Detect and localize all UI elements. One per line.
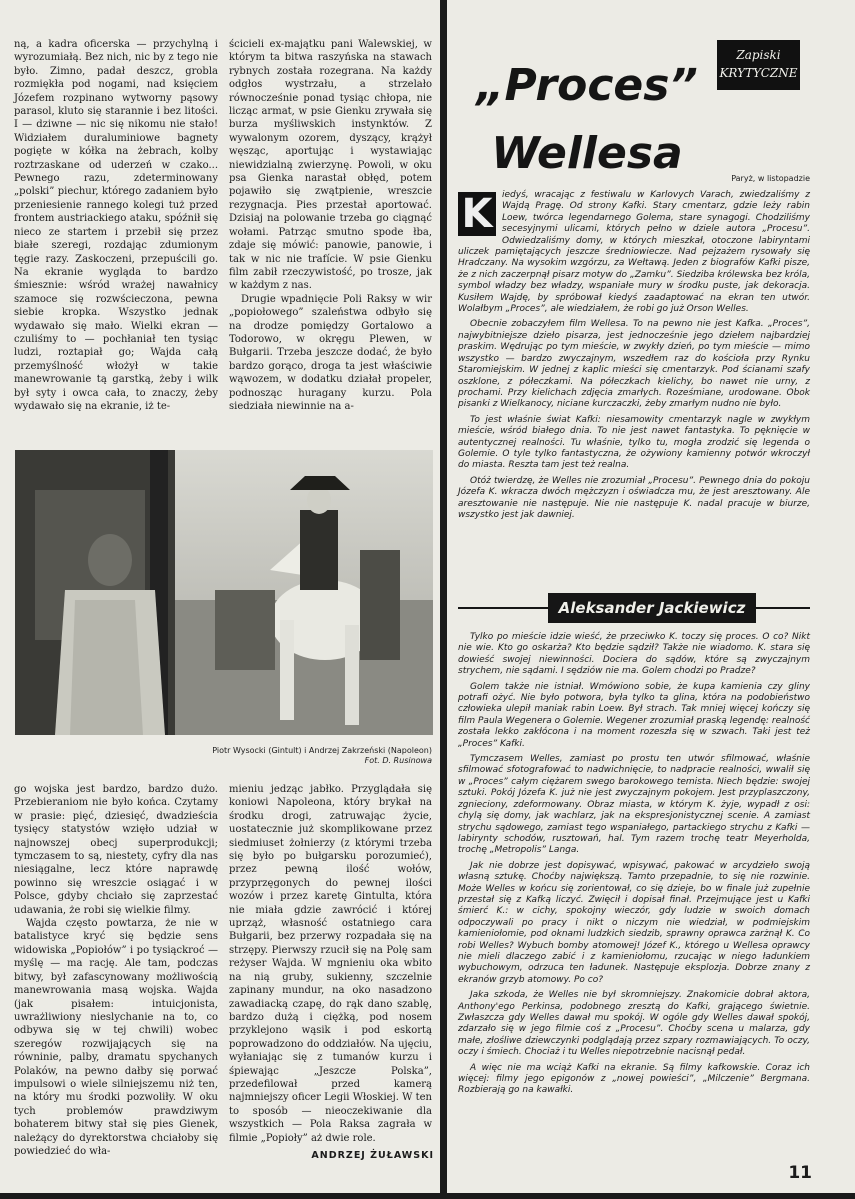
paragraph: Drugie wpadnięcie Poli Raksy w wir „popiołowego” szaleństwa odbyło się na drodze pomiędzy Gortalowo a Todorowo, w okręgu Plewen, w Bułgarii. Trzeba jeszcze dodać, że było bardzo gorąco, droga ta jest właściwie wąwozem, w dodatku działał propeler, podnosząc huragany kurzu. Pola siedziała niewinnie na a- [229,293,432,412]
drop-cap: K [458,192,496,236]
article-body-bottom [458,632,810,1101]
headline-line: Wellesa [491,128,683,179]
paragraph: To jest właśnie świat Kafki: niesamowity cmentarzyk nagle w zwykłym mieście, wśród białego dnia. To nie jest nawet fantastyka. To pęknięcie w autentycznej realności. Tu właśnie, tylko tu, mogła zrodzić się legenda o Golemie. O tyle tylko fantastyczna, że ożywiony kamienny potwór wkroczył do miasta. Reszta tam jest też realna. [458,414,810,471]
author-banner: Aleksander Jackiewicz [548,593,756,623]
left-bottom-column-2 [229,783,432,1145]
article-headline [462,52,712,188]
paragraph: Wajda często powtarza, że nie w batalistyce kryć się będzie sens widowiska „Popiołów” i po tysiąckroć — myślę — ma rację. Ale tam, podczas bitwy, był zafascynowany możliwością manewrowania masą wojska. Wajda (jak pisałem: intuicjonista, uwrażliwiony nieslychanie na to, co odbywa się w tej chwili) wobec szeregów rozwijających się na równinie, palby, dramatu spychanych Polaków, na pewno dałby się porwać impulsowi o wiele silniejszemu niż ten, na który mu środki pozwoliły. W oku tych problemów prawdziwym bohaterem bitwy stał się pies Gienek, należący do dyrektorstwa chciałoby się powiedzieć do wła- [14,918,218,1157]
section-badge [717,40,800,90]
paragraph: Jak nie dobrze jest dopisywać, wpisywać, pakować w arcydzieło swoją własną sztukę. Choćby największą. Tamto przepadnie, to się nie rozwinie. Może Welles w końcu się zorientował, co się dzieje, bo w finale już zupełnie przestał się z Kafką liczyć. Zwięcił i dopisał finał. Przejmujące jest u Kafki śmierć K.: w cichy, spokojny wieczór, gdy ludzie w swoich domach odpoczywali po pracy i nikt o niczym nie wiedział, w podmiejskim kamieniołomie, pod oknami ludzkich siedzib, sprawny oprawca zarżnął K. Co robi Welles? Wybuch bomby atomowej! Józef K., którego u Wellesa oprawcy nie mieli dlaczego zabić i z kamieniołomu, rzucając w niego ładunkiem wybuchowym, odrzuca ten ładunek. Następuje eksplozja. Dobrze znany z ekranów grzyb atomowy. Po co? [458,860,810,985]
paragraph: Tymczasem Welles, zamiast po prostu ten utwór sfilmować, właśnie sfilmować sfotografować to nadwichnięcie, to nadpracie realności, wwalił się w „Proces” całym ciężarem swego barokowego temista. Niech będzie: swojej sztuki. Pokój Józefa K. już nie jest zwyczajnym pokojem. Jest przyplaszczony, zgnieciony, zdeformowany. Obraz miasta, w którym K. żyje, wypadł z osi: chylą się domy, jak wachlarz, jak na ekspresjonistycznej scenie. A zamiast strychu sądowego, zamiast tego wspaniałego, partackiego strychu z Kafki — labirynty schodów, rusztowań, hal. Tym razem trochę teatr Meyerholda, trochę „Metropolis” Langa. [458,754,810,856]
paragraph: ścicieli ex-majątku pani Walewskiej, w którym ta bitwa raszyńska na stawach rybnych została rozegrana. Na każdy odgłos wystrzału, a strzelało równocześnie ponad tysiąc chłopa, nie licząc armat, w psie Gienku zrywała się burza myśliwskich instynktów. Z wywalonym ozorem, dyszący, krążył węsząc, aportując i wystawiając niewidzialną zwierzynę. Powoli, w oku psa Gienka narastał obłęd, potem pojawiło się zwątpienie, wreszcie rezygnacja. Pies przestał aportować. Dzisiaj na polowanie trzeba go ciągnąć wołami. Patrząc smutno spode łba, zdaje się mówić: panowie, panowie, i tak w nic nie trafície. W psie Gienku film zabił rzeczywistość, po trosze, jak w każdym z nas. [229,39,432,292]
left-top-column-2 [229,38,432,413]
photo-credit: Fot. D. Rusinowa [364,756,432,765]
headline-line: „Proces” [476,60,698,111]
paragraph: ną, a kadra oficerska — przychylną i wyrozumiałą. Bez nich, nic by z tego nie było. Zimno, padał deszcz, grobla rozmiękła pod nogami, nad księciem Józefem rozpinano wytworny pąsowy parasol, kluto się starannie i bez litości. I — dziwne — nic się nikomu nie stało! Widziałem duraluminiowe bagnety pogięte w kółka na żebrach, kolby roztrzaskane od uderzeń w czako... Pewnego razu, zdeterminowany „polski” piechur, którego zadaniem było przeniesienie rannego kolegi tuż przed frontem austriackiego ataku, spóźnił się nieco ze startem i przebił się przez białe szeregi, rozdając zdumionym tęgie razy. Zaskoczeni, przepuścili go. Na ekranie wygląda to bardzo śmiesznie: wśród wrażej nawałnicy szamoce się rozwścieczona, pewna siebie kropka. Wszystko jednak wydawało się mało. Wielki ekran — czuliśmy to — pochłaniał ten tysiąc ludzi, roztapiał go; Wajda całą przemyślność włożył w takie manewrowanie tą garstką, żeby i wilk był syty i owca cała, to znaczy, żeby wydawało się na ekranie, iż te- [14,39,218,412]
paragraph: mieniu jedząc jabłko. Przyglądała się koniowi Napoleona, który brykał na środku drogi, zatruwając życie, uostatecznie już skomplikowane przez siedmiuset żołnierzy (z którymi trzeba się było po bułgarsku porozumieć), przez pewną ilość wołów, przyprzęgonych do pewnej ilości wozów i przez karetę Gintulta, która nie miała gdzie zawrócić i której uprząż, własność ostatniego cara Bułgarii, bez przerwy rozpadała się na strzępy. Pierwszy rzucił się na Polę sam reżyser Wajda. W mgnieniu oka wbito na nią gruby, sukienny, szczelnie zapinany mundur, na oko nasadzono zawadiacką czapę, do rąk dano szablę, bardzo dużą i ciężką, pod nosem przyklejono wąsik i pod eskortą poprowadzono do oddziałów. Na ujęciu, wyłaniając się z tumanów kurzu i śpiewając „Jeszcze Polska”, przedefilował przed kamerą najmniejszy oficer Legii Włoskiej. W ten to sposób — nieoczekiwanie dla wszystkich — Pola Raksa zagrała w filmie „Popioły” aż dwie role. [229,784,432,1144]
left-bottom-column-1 [14,783,218,1158]
bottom-border [0,1193,855,1199]
paragraph: Tylko po mieście idzie wieść, że przeciwko K. toczy się proces. O co? Nikt nie wie. Kto go oskarża? Kto będzie sądził? Także nie wiadomo. K. stara się dowieść swojej niewinności. Dociera do sądów, które są zwyczajnym strychem, nie sądami. I sędziów nie ma. Golem chodzi po Pradze? [458,632,810,677]
photo-image [15,450,433,735]
dateline: Paryż, w listopadzie [731,174,810,183]
left-top-column-1 [14,38,218,413]
paragraph: Golem także nie istniał. Wmówiono sobie, że kupa kamienia czy gliny potrafi ożyć. Nie było potwora, była tylko ta glina, która na podobieństwo człowieka ulepił maniak rabin Loew. Był strach. Tak mniej więcej kończy się film Paula Wegenera o Golemie. Wegener zrozumiał praską legendę: realność została lekko zakłócona i na moment rozeszła się w szwach. Taki jest też „Proces” Kafki. [458,681,810,749]
film-still-photo [15,450,433,735]
section-badge-line: KRYTYCZNE [719,66,798,80]
column-divider [440,0,447,1199]
paragraph: Jaka szkoda, że Welles nie był skromniejszy. Znakomicie dobrał aktora, Anthony'ego Perkinsa, podobnego zresztą do Kafki, grającego świetnie. Zwłaszcza gdy Welles dawał mu spokój. W ogóle gdy Welles dawał spokój, zdarzało się w jego filmie coś z „Procesu”. Choćby scena u malarza, gdy małe, złośliwe dziewczynki podglądają przez szpary rozmawiających. To oczy, oczy i śmiech. Chociaż i tu Welles niepotrzebnie nacisnął pedał. [458,990,810,1058]
paragraph: Obecnie zobaczyłem film Wellesa. To na pewno nie jest Kafka. „Proces”, najwybitniejsze dzieło pisarza, jest jednocześnie jego dziełem najbardziej praskim. Wędrując po tym mieście, w zwykły dzień, po tym mieście — mimo wszystko — bardzo zwyczajnym, wszedłem raz do kościoła przy Rynku Staromiejskim. W jednej z kaplic mieści się cmentarzyk. Pod ścianami szafy oszklone, z półeczkami. Na półeczkach kielichy, bo nawet nie urny, z prochami. Przy kielichach zdjęcia zmarłych. Roześmiane, urodowane. Obok pisanki z Wielkanocy, niciane kurczaczki, żeby zmarłym nudno nie było. [458,319,810,410]
paragraph: K iedyś, wracając z festiwalu w Karlovych Varach, zwiedzaliśmy z Wajdą Pragę. Od strony Kafki. Stary cmentarz, gdzie leży rabin Loew, twórca legendarnego Golema, stare synagogi. Chodziliśmy secesyjnymi ulicami, których pełno w dziele autora „Procesu”. Odwiedzaliśmy domy, w których mieszkał, otoczone labiryntami uliczek pamiętających jeszcze średniowiecze. Nad pejzażem rysowały się Hradczany. Na wysokim wzgórzu, za Wełtawą. Jeden z biografów Kafki pisze, że z nich zaczerpnął pisarz motyw do „Zamku”. Siedziba królewska bez króla, symbol władzy bez władzy, wspaniałe mury w środku puste, jak dekoracja. Kusiłem Wajdę, by spróbował kiedyś zaadaptować na ekran ten utwór. Wolałbym „Proces”, ale wiedziałem, że robi go już Orson Welles. [458,190,810,315]
author-signature: ANDRZEJ ŻUŁAWSKI [311,1150,434,1161]
paragraph: go wojska jest bardzo, bardzo dużo. Przebieraniom nie było końca. Czytamy w prasie: pięć, dziesięć, dwadzieścia tysięcy statystów wzięło udział w najnowszej obecj superprodukcji; tymczasem to są, niestety, cyfry dla nas niesiągalne, lecz które naprawdę powinno się wreszcie osiągać i w Polsce, gdyby chciało się zaprzestać udawania, że robi się wielkie filmy. [14,784,218,916]
caption-text: Piotr Wysocki (Gintult) i Andrzej Zakrzeński (Napoleon) [212,746,432,755]
paragraph: Otóż twierdzę, że Welles nie zrozumiał „Procesu”. Pewnego dnia do pokoju Józefa K. wkracza dwóch mężczyzn i oświadcza mu, że jest aresztowany. Ale aresztowanie nie następuje. Nie nie następuje K. nadal pracuje w biurze, wszystko jest jak dawniej. [458,475,810,520]
photo-caption [30,746,432,766]
paragraph: A więc nie ma wciąż Kafki na ekranie. Są filmy kafkowskie. Coraz ich więcej: filmy jego epigonów z „nowej powieści”, „Milczenie” Bergmana. Rozbierają go na kawałki. [458,1062,810,1096]
article-body-top [458,190,810,525]
page-number: 11 [788,1163,812,1183]
section-badge-line: Zapiski [736,48,781,62]
